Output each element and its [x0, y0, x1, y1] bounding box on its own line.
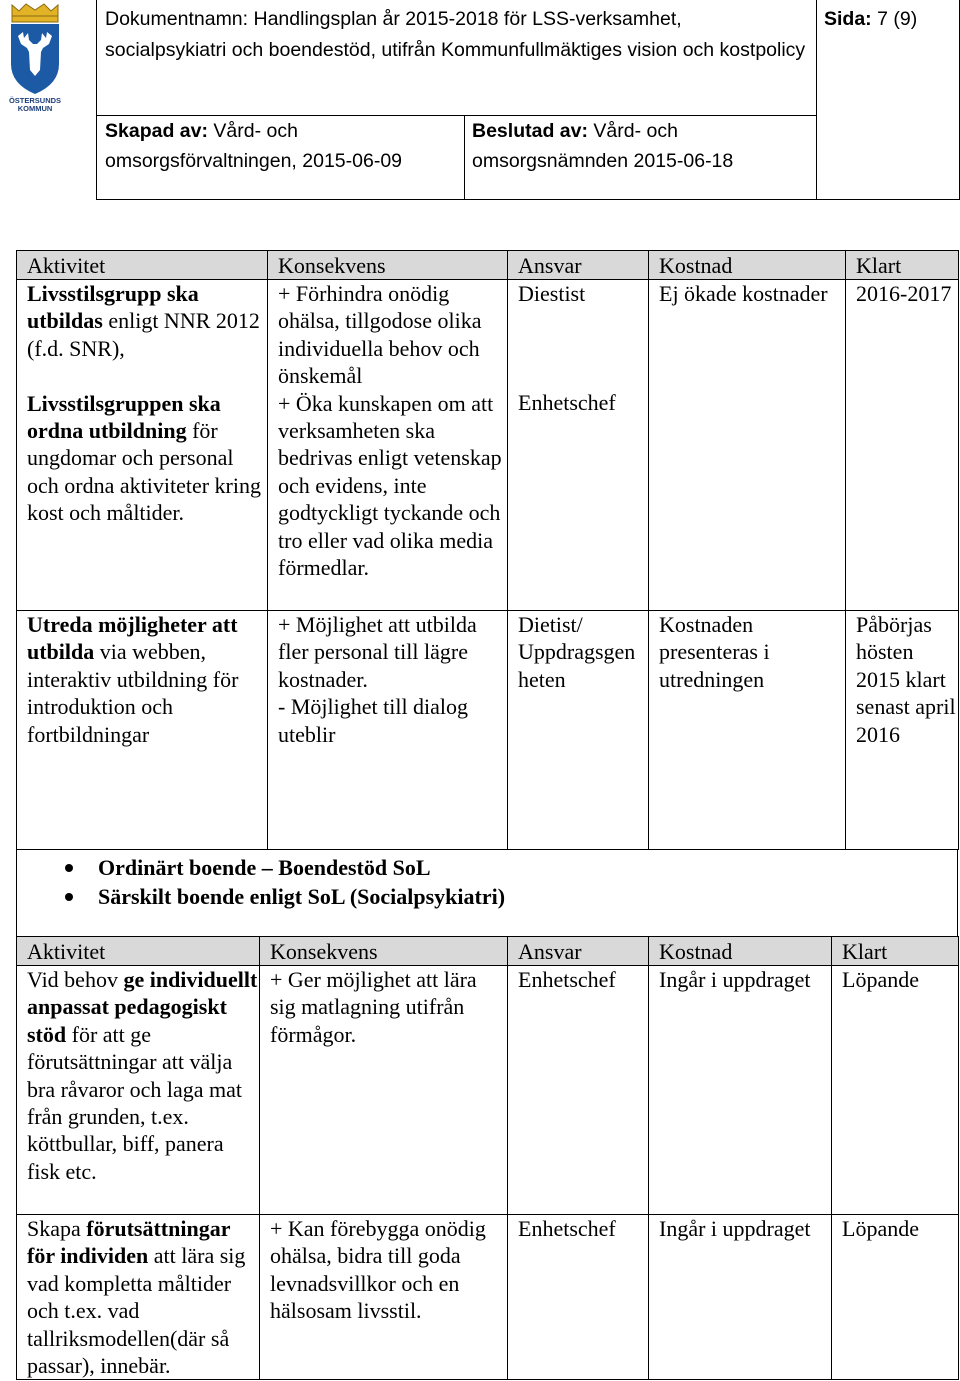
- document-name-cell: [97, 0, 817, 116]
- decided-by-cell: [465, 116, 817, 200]
- svg-text:KOMMUN: KOMMUN: [17, 104, 53, 112]
- header-done: Klart: [846, 251, 959, 280]
- responsible-cell: Enhetschef: [508, 966, 649, 1215]
- document-name-label: Dokumentnamn:: [105, 8, 249, 30]
- created-by-label: Skapad av:: [105, 120, 208, 142]
- decided-by-value-line1: Vård- och: [593, 120, 678, 142]
- responsible-cell: Diestist Enhetschef: [508, 280, 649, 611]
- done-cell: Påbörjas hösten 2015 klart senast april 2016: [846, 611, 959, 850]
- header-responsible: Ansvar: [508, 251, 649, 280]
- page-value: 7 (9): [877, 8, 918, 30]
- activity-cell: Utreda möjligheter att utbilda via webben, interaktiv utbildning för introduktion och fortbildningar: [17, 611, 268, 850]
- header-cost: Kostnad: [649, 251, 846, 280]
- header-consequence: Konsekvens: [268, 251, 508, 280]
- section-headings: [16, 850, 958, 936]
- activity-cell: Skapa förutsättningar för individen att lära sig vad kompletta måltider och t.ex. vad tallriksmodellen(där så passar), innebär.: [17, 1215, 260, 1380]
- table-row: [17, 611, 959, 850]
- bullet-icon: [65, 893, 73, 901]
- municipality-logo: [4, 2, 66, 112]
- activity-cell: Livsstilsgrupp ska utbildas enligt NNR 2012 (f.d. SNR), Livsstilsgruppen ska ordna utbildning för ungdomar och personal och ordna aktiviteter kring kost och måltider.: [17, 280, 268, 611]
- document-header: [96, 0, 960, 200]
- consequence-cell: + Förhindra onödig ohälsa, tillgodose olika individuella behov och önskemål + Öka kunskapen om att verksamheten ska bedrivas enligt vetenskap och evidens, inte godtyckligt tyckande och tro eller vad olika media förmedlar.: [268, 280, 508, 611]
- consequence-cell: + Ger möjlighet att lära sig matlagning utifrån förmågor.: [260, 966, 508, 1215]
- activity-cell: Vid behov ge individuellt anpassat pedagogiskt stöd för att ge förutsättningar att välja bra råvaror och laga mat från grunden, t.ex. köttbullar, biff, panera fisk etc.: [17, 966, 260, 1215]
- done-cell: 2016-2017: [846, 280, 959, 611]
- coat-of-arms-icon: [4, 2, 66, 112]
- decided-by-value-line2: omsorgsnämnden 2015-06-18: [472, 150, 734, 172]
- header-cost: Kostnad: [649, 937, 832, 966]
- responsible-cell: Dietist/ Uppdragsgen heten: [508, 611, 649, 850]
- cost-cell: Kostnaden presenteras i utredningen: [649, 611, 846, 850]
- consequence-cell: + Kan förebygga onödig ohälsa, bidra till goda levnadsvillkor och en hälsosam livsstil.: [260, 1215, 508, 1380]
- created-by-value-line2: omsorgsförvaltningen, 2015-06-09: [105, 150, 403, 172]
- page-label: Sida:: [824, 8, 872, 30]
- header-consequence: Konsekvens: [260, 937, 508, 966]
- activity-table-2: [16, 936, 959, 1380]
- header-activity: Aktivitet: [17, 251, 268, 280]
- table-header-row: [17, 251, 959, 280]
- cost-cell: Ej ökade kostnader: [649, 280, 846, 611]
- bullet-icon: [65, 864, 73, 872]
- page-number-cell: [817, 0, 959, 116]
- document-name-value: Handlingsplan år 2015-2018 för LSS-verksamhet, socialpsykiatri och boendestöd, utifrån Kommunfullmäktiges vision och kostpolicy: [105, 8, 806, 61]
- table-header-row: [17, 937, 959, 966]
- header-activity: Aktivitet: [17, 937, 260, 966]
- svg-text:ÖSTERSUNDS: ÖSTERSUNDS: [8, 96, 62, 105]
- created-by-value-line1: Vård- och: [213, 120, 298, 142]
- header-responsible: Ansvar: [508, 937, 649, 966]
- created-by-cell: [97, 116, 465, 200]
- cost-cell: Ingår i uppdraget: [649, 966, 832, 1215]
- cost-cell: Ingår i uppdraget: [649, 1215, 832, 1380]
- list-item: Ordinärt boende – Boendestöd SoL: [17, 853, 957, 882]
- table-row: [17, 280, 959, 611]
- done-cell: Löpande: [832, 966, 959, 1215]
- table-row: [17, 966, 959, 1215]
- decided-by-label: Beslutad av:: [472, 120, 588, 142]
- responsible-cell: Enhetschef: [508, 1215, 649, 1380]
- done-cell: Löpande: [832, 1215, 959, 1380]
- table-row: [17, 1215, 959, 1380]
- activity-table-1: [16, 250, 959, 850]
- header-done: Klart: [832, 937, 959, 966]
- list-item: Särskilt boende enligt SoL (Socialpsykiatri): [17, 882, 957, 911]
- consequence-cell: + Möjlighet att utbilda fler personal till lägre kostnader. - Möjlighet till dialog uteblir: [268, 611, 508, 850]
